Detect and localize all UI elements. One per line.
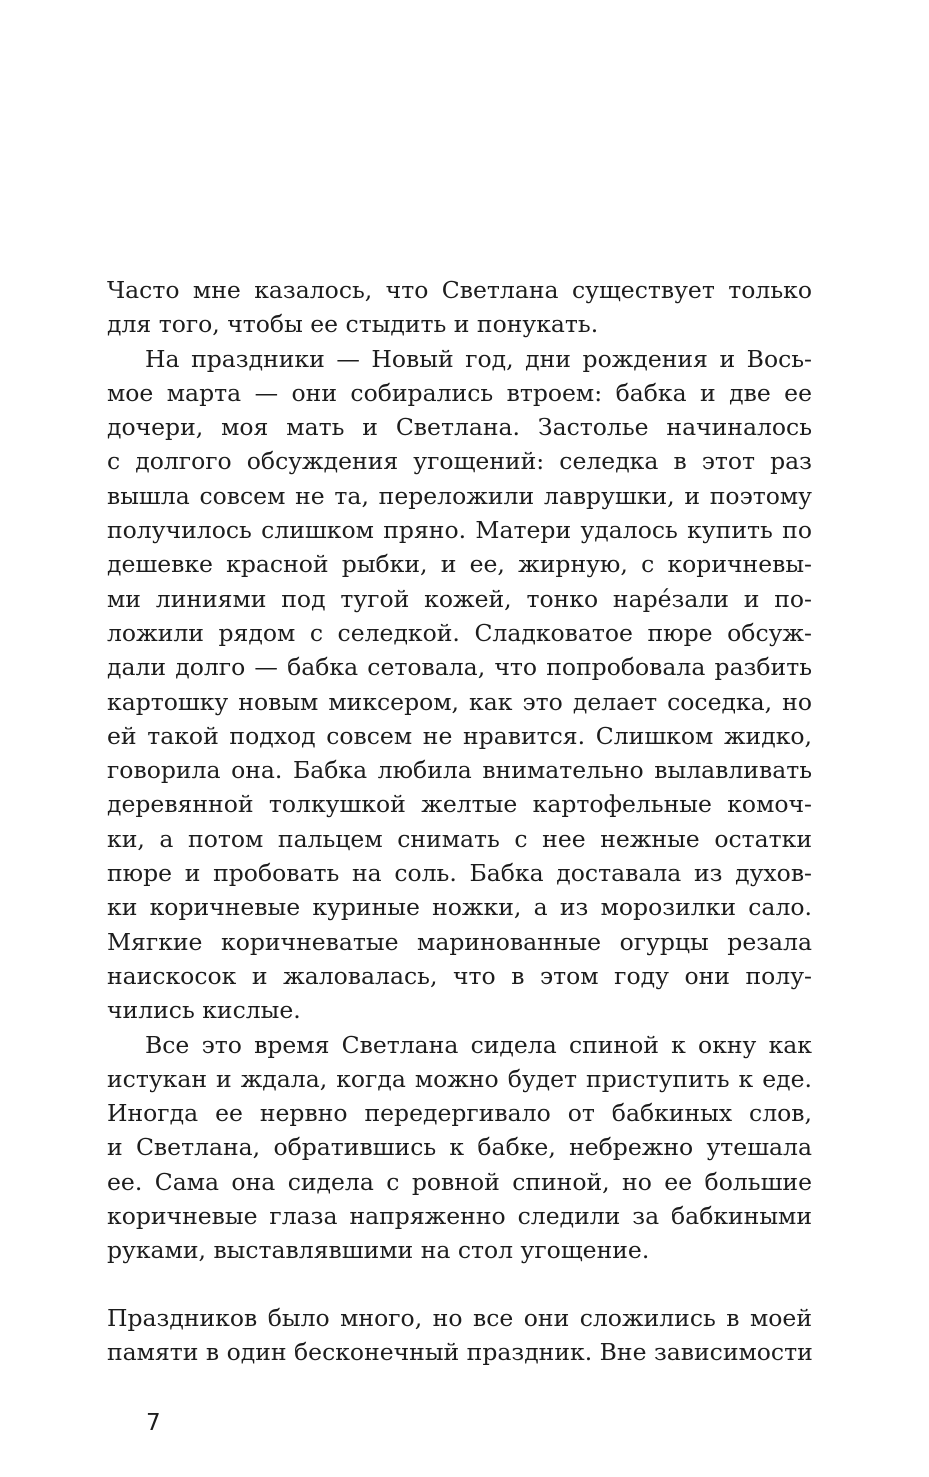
text-line: мое марта — они собирались втроем: бабка и две ее bbox=[107, 378, 812, 407]
text-line: Часто мне казалось, что Светлана существует только bbox=[107, 276, 812, 304]
text-line: для того, чтобы ее стыдить и понукать. bbox=[107, 310, 599, 339]
text-line: картошку новым миксером, как это делает соседка, но bbox=[107, 687, 812, 716]
text-line: дешевке красной рыбки, и ее, жирную, с коричневы- bbox=[107, 550, 812, 579]
paragraph-4 bbox=[107, 1301, 812, 1370]
page-number: 7 bbox=[146, 1410, 161, 1436]
text-line: дали долго — бабка сетовала, что попробовала разбить bbox=[107, 653, 812, 682]
body-text bbox=[107, 273, 812, 1369]
text-line: наискосок и жаловалась, что в этом году они полу- bbox=[107, 961, 812, 990]
text-line: деревянной толкушкой желтые картофельные комоч- bbox=[107, 790, 812, 819]
text-line: ми линиями под тугой кожей, тонко нарéзали и по- bbox=[107, 584, 812, 613]
text-line: пюре и пробовать на соль. Бабка доставала из духов- bbox=[107, 859, 812, 888]
text-line: говорила она. Бабка любила внимательно вылавливать bbox=[107, 756, 812, 785]
text-line: памяти в один бесконечный праздник. Вне зависимости bbox=[107, 1337, 813, 1366]
text-line: получилось слишком пряно. Матери удалось купить по bbox=[107, 516, 812, 545]
paragraph-1 bbox=[107, 273, 812, 342]
text-line: с долгого обсуждения угощений: селедка в этот раз bbox=[107, 447, 812, 476]
text-line: ки коричневые куриные ножки, а из морозилки сало. bbox=[107, 893, 812, 922]
text-line: Все это время Светлана сидела спиной к окну как bbox=[145, 1030, 812, 1059]
text-line: ее. Сама она сидела с ровной спиной, но ее большие bbox=[107, 1167, 812, 1196]
text-line: Мягкие коричневатые маринованные огурцы резала bbox=[107, 927, 812, 956]
text-line: ки, а потом пальцем снимать с нее нежные остатки bbox=[107, 824, 812, 853]
text-line: дочери, моя мать и Светлана. Застолье начиналось bbox=[107, 413, 812, 442]
text-line: чились кислые. bbox=[107, 996, 301, 1025]
text-line: Иногда ее нервно передергивало от бабкиных слов, bbox=[107, 1099, 812, 1128]
text-line: На праздники — Новый год, дни рождения и Вось- bbox=[145, 344, 812, 373]
text-line: руками, выставлявшими на стол угощение. bbox=[107, 1236, 650, 1265]
paragraph-2 bbox=[107, 342, 812, 1028]
text-line: ложили рядом с селедкой. Сладковатое пюре обсуж- bbox=[107, 618, 812, 647]
text-line: Праздников было много, но все они сложились в моей bbox=[107, 1303, 812, 1332]
text-line: ей такой подход совсем не нравится. Слишком жидко, bbox=[107, 721, 812, 750]
text-line: и Светлана, обратившись к бабке, небрежно утешала bbox=[107, 1133, 812, 1162]
paragraph-3 bbox=[107, 1028, 812, 1268]
text-line: вышла совсем не та, переложили лаврушки, и поэтому bbox=[107, 481, 812, 510]
text-line: истукан и ждала, когда можно будет приступить к еде. bbox=[107, 1064, 812, 1093]
text-line: коричневые глаза напряженно следили за бабкиными bbox=[107, 1202, 812, 1231]
